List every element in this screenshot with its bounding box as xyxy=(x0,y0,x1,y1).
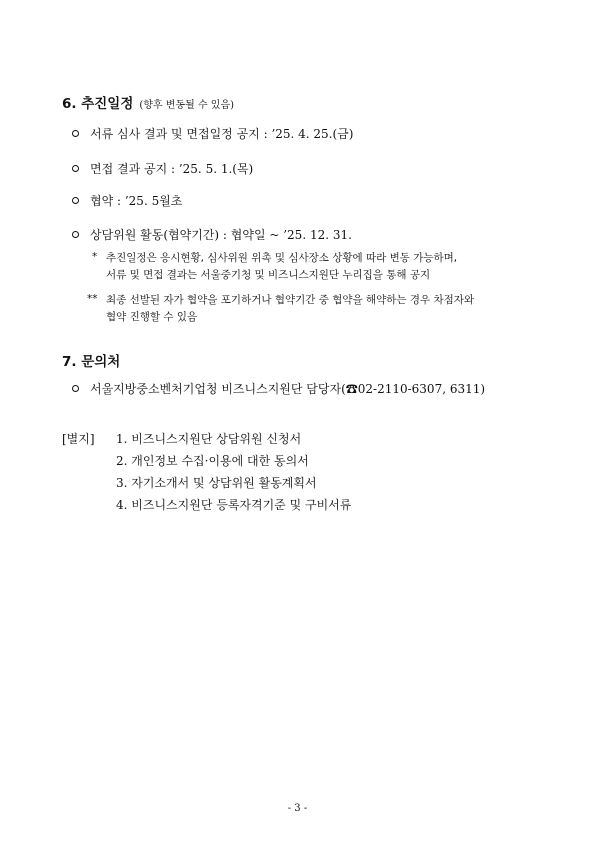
schedule-item-3: 협약 : ’25. 5월초 xyxy=(90,194,183,208)
attachment-item-2: 2. 개인정보 수집·이용에 대한 동의서 xyxy=(116,454,309,468)
note-1-line-1: 추진일정은 응시현황, 심사위원 위촉 및 심사장소 상황에 따라 변동 가능하며, xyxy=(106,252,458,264)
attachment-item-1: 1. 비즈니스지원단 상담위원 신청서 xyxy=(116,432,302,446)
note-2-line-2: 협약 진행할 수 있음 xyxy=(106,311,198,323)
circle-bullet-icon xyxy=(72,165,79,172)
note-2-line-1: 최종 선발된 자가 협약을 포기하거나 협약기간 중 협약을 해약하는 경우 차점자와 xyxy=(106,294,475,306)
note-1-mark: * xyxy=(92,251,98,263)
note-1-line-2: 서류 및 면접 결과는 서울중기청 및 비즈니스지원단 누리집을 통해 공지 xyxy=(106,269,431,281)
circle-bullet-icon xyxy=(72,130,79,137)
schedule-item-1: 서류 심사 결과 및 면접일정 공지 : ’25. 4. 25.(금) xyxy=(90,127,354,141)
schedule-item-2: 면접 결과 공지 : ’25. 5. 1.(목) xyxy=(90,162,254,176)
circle-bullet-icon xyxy=(72,385,79,392)
section-6-subtitle: (향후 변동될 수 있음) xyxy=(139,100,235,111)
attachment-item-3: 3. 자기소개서 및 상담위원 활동계획서 xyxy=(116,476,317,490)
circle-bullet-icon xyxy=(72,231,79,238)
contact-info: 서울지방중소벤처기업청 비즈니스지원단 담당자(☎02-2110-6307, 6311) xyxy=(90,382,486,396)
schedule-item-4: 상담위원 활동(협약기간) : 협약일 ~ ’25. 12. 31. xyxy=(90,228,352,242)
attachment-item-4: 4. 비즈니스지원단 등록자격기준 및 구비서류 xyxy=(116,498,352,512)
section-7-title: 7. 문의처 xyxy=(62,354,121,370)
section-6-title: 6. 추진일정 xyxy=(62,96,134,112)
section-6-heading xyxy=(62,92,234,112)
attachments-label: [별지] xyxy=(62,432,95,446)
page-number: - 3 - xyxy=(287,803,308,814)
circle-bullet-icon xyxy=(72,197,79,204)
note-2-mark: ** xyxy=(87,293,98,305)
